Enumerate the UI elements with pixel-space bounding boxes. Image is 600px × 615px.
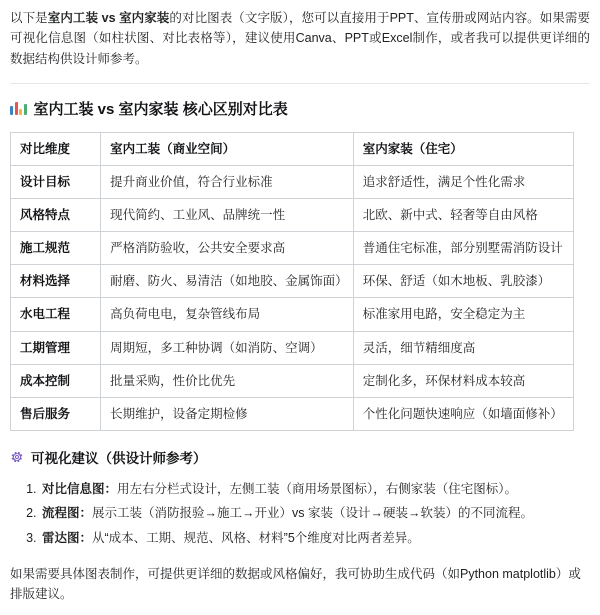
row-commercial: 周期短，多工种协调（如消防、空调） <box>101 331 354 364</box>
intro-paragraph <box>10 8 590 69</box>
column-header-dimension: 对比维度 <box>11 132 101 165</box>
section-heading <box>10 98 590 119</box>
row-dimension: 工期管理 <box>11 331 101 364</box>
table-row <box>11 364 574 397</box>
row-residential: 普通住宅标准，部分别墅需消防设计 <box>353 232 573 265</box>
section-divider <box>10 83 590 84</box>
advice-heading <box>10 447 590 467</box>
row-dimension: 售后服务 <box>11 397 101 430</box>
table-row <box>11 232 574 265</box>
table-row <box>11 298 574 331</box>
bar-chart-icon <box>10 101 27 115</box>
list-item <box>40 501 590 525</box>
list-item-term: 流程图： <box>42 506 93 521</box>
row-residential: 灵活，细节精细度高 <box>353 331 573 364</box>
list-item-term: 对比信息图： <box>42 481 118 496</box>
list-item-text: 从“成本、工期、规范、风格、材料”5个维度对比两者差异。 <box>92 530 420 545</box>
row-commercial: 提升商业价值，符合行业标准 <box>101 165 354 198</box>
list-item-text: 用左右分栏式设计，左侧工装（商用场景图标），右侧家装（住宅图标）。 <box>117 481 518 496</box>
row-dimension: 水电工程 <box>11 298 101 331</box>
column-header-residential: 室内家装（住宅） <box>353 132 573 165</box>
list-item-text: 展示工装（消防报验→施工→开业）vs 家装（设计→硬装→软装）的不同流程。 <box>92 506 533 521</box>
row-commercial: 批量采购，性价比优先 <box>101 364 354 397</box>
row-residential: 北欧、新中式、轻奢等自由风格 <box>353 199 573 232</box>
row-dimension: 设计目标 <box>11 165 101 198</box>
table-header-row <box>11 132 574 165</box>
intro-text-after: 的对比图表（文字版），您可以直接用于PPT、宣传册或网站内容。如果需要可视化信息图（如柱状图、对比表格等），建议使用Canva、PPT或Excel制作，或者我可以提供更详细的数据结构供设计师参考。 <box>10 11 591 66</box>
row-dimension: 材料选择 <box>11 265 101 298</box>
row-residential: 标准家用电路，安全稳定为主 <box>353 298 573 331</box>
comparison-table <box>10 132 574 431</box>
row-dimension: 风格特点 <box>11 199 101 232</box>
row-commercial: 现代简约、工业风、品牌统一性 <box>101 199 354 232</box>
list-item <box>40 526 590 550</box>
list-item-term: 雷达图： <box>42 530 93 545</box>
list-item <box>40 477 590 501</box>
row-dimension: 成本控制 <box>11 364 101 397</box>
section-heading-label: 室内工装 vs 室内家装 核心区别对比表 <box>33 100 288 118</box>
row-commercial: 长期维护，设备定期检修 <box>101 397 354 430</box>
row-commercial: 严格消防验收，公共安全要求高 <box>101 232 354 265</box>
table-row <box>11 397 574 430</box>
advice-list <box>10 477 590 550</box>
advice-heading-label: 可视化建议（供设计师参考） <box>31 450 207 466</box>
row-dimension: 施工规范 <box>11 232 101 265</box>
table-row <box>11 331 574 364</box>
intro-text-before: 以下是 <box>10 11 48 25</box>
row-commercial: 高负荷电电，复杂管线布局 <box>101 298 354 331</box>
table-row <box>11 199 574 232</box>
row-residential: 定制化多，环保材料成本较高 <box>353 364 573 397</box>
table-row <box>11 165 574 198</box>
intro-bold-term: 室内工装 vs 室内家装 <box>47 11 170 25</box>
gear-icon <box>10 450 24 464</box>
row-residential: 个性化问题快速响应（如墙面修补） <box>353 397 573 430</box>
table-row <box>11 265 574 298</box>
outro-paragraph: 如果需要具体图表制作，可提供更详细的数据或风格偏好，我可协助生成代码（如Python matplotlib）或排版建议。 <box>10 567 581 602</box>
row-residential: 追求舒适性，满足个性化需求 <box>353 165 573 198</box>
row-commercial: 耐磨、防火、易清洁（如地胶、金属饰面） <box>101 265 354 298</box>
row-residential: 环保、舒适（如木地板、乳胶漆） <box>353 265 573 298</box>
column-header-commercial: 室内工装（商业空间） <box>101 132 354 165</box>
